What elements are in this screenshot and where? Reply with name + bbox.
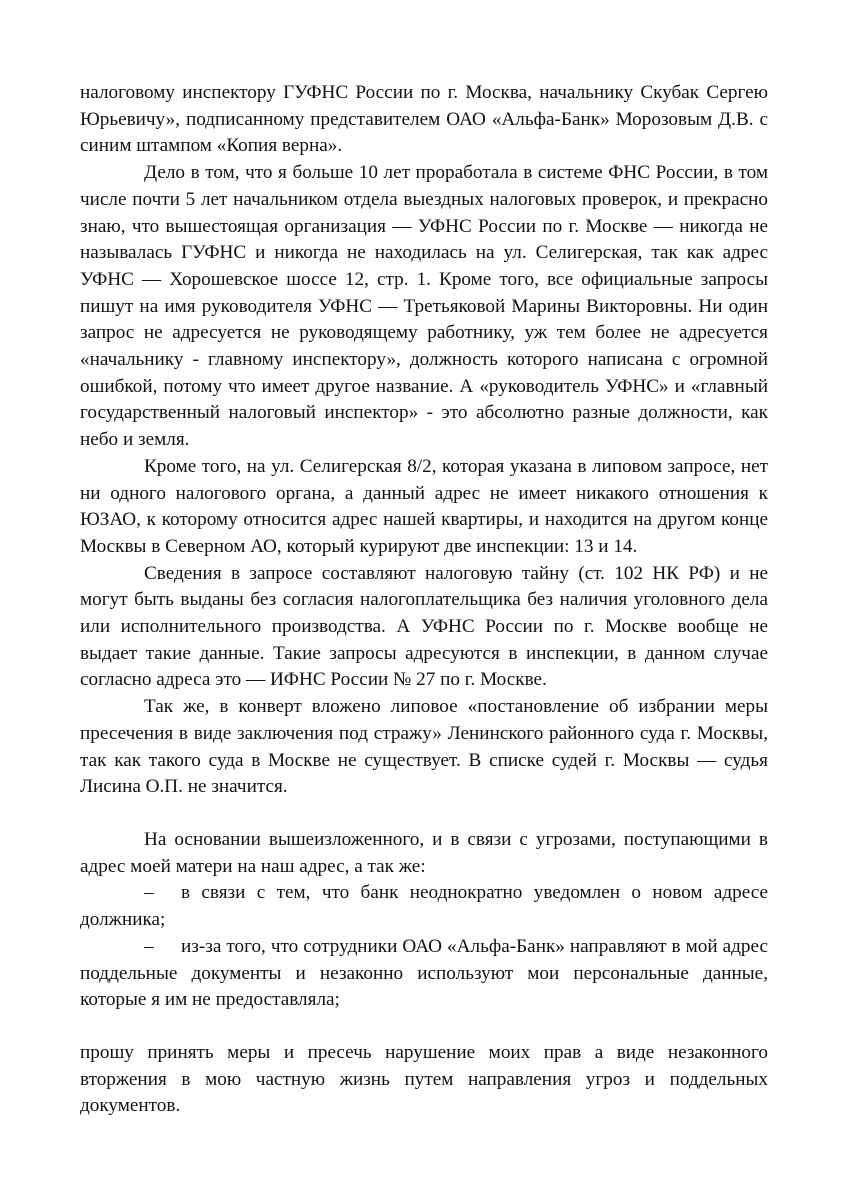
paragraph-address-mismatch: Кроме того, на ул. Селигерская 8/2, которая указана в липовом запросе, нет ни одного налогового органа, а данный адрес не имеет никакого отношения к ЮЗАО, к которому относится адрес нашей квартиры, и находится на другом конце Москвы в Северном АО, который курируют две инспекции: 13 и 14. — [80, 455, 768, 557]
document-body — [80, 80, 768, 1120]
list-item — [80, 934, 768, 1014]
list-item-text: из-за того, что сотрудники ОАО «Альфа-Банк» направляют в мой адрес поддельные документы и незаконно используют мои персональные данные, которые я им не предоставляла; — [80, 935, 768, 1011]
dash-marker: – — [144, 882, 154, 904]
paragraph-tax-secret: Сведения в запросе составляют налоговую тайну (ст. 102 НК РФ) и не могут быть выданы без согласия налогоплательщика без наличия уголовного дела или исполнительного производства. А УФНС России по г. Москве вообще не выдает такие данные. Такие запросы адресуются в инспекции, в данном случае согласно адреса это — ИФНС России № 27 по г. Москве. — [80, 562, 768, 691]
list-item — [80, 880, 768, 933]
paragraph-grounds: На основании вышеизложенного, и в связи с угрозами, поступающими в адрес моей матери на наш адрес, а так же: — [80, 828, 768, 877]
paragraph-closing-request: прошу принять меры и пресечь нарушение моих прав а виде незаконного вторжения в мою частную жизнь путем направления угроз и поддельных документов. — [80, 1041, 768, 1117]
spacer — [80, 801, 768, 827]
paragraph-fake-court-order: Так же, в конверт вложено липовое «постановление об избрании меры пресечения в виде заключения под стражу» Ленинского районного суда г. Москвы, так как такого суда в Москве не существует. В списке судей г. Москвы — судья Лисина О.П. не значится. — [80, 696, 768, 798]
paragraph-fns-experience: Дело в том, что я больше 10 лет проработала в системе ФНС России, в том числе почти 5 лет начальником отдела выездных налоговых проверок, и прекрасно знаю, что вышестоящая организация — УФНС России по г. Москве — никогда не называлась ГУФНС и никогда не находилась на ул. Селигерская, так как адрес УФНС — Хорошевское шоссе 12, стр. 1. Кроме того, все официальные запросы пишут на имя руководителя УФНС — Третьяковой Марины Викторовны. Ни один запрос не адресуется не руководящему работнику, уж тем более не адресуется «начальнику - главному инспектору», должность которого написана с огромной ошибкой, потому что имеет другое название. А «руководитель УФНС» и «главный государственный налоговый инспектор» - это абсолютно разные должности, как небо и земля. — [80, 162, 768, 451]
spacer — [80, 1014, 768, 1040]
dash-marker: – — [144, 935, 154, 957]
paragraph-request-reference: налоговому инспектору ГУФНС России по г. Москва, начальнику Скубак Сергею Юрьевичу», подписанному представителем ОАО «Альфа-Банк» Морозовым Д.В. с синим штампом «Копия верна». — [80, 82, 768, 157]
list-item-text: в связи с тем, что банк неоднократно уведомлен о новом адресе должника; — [80, 882, 768, 931]
